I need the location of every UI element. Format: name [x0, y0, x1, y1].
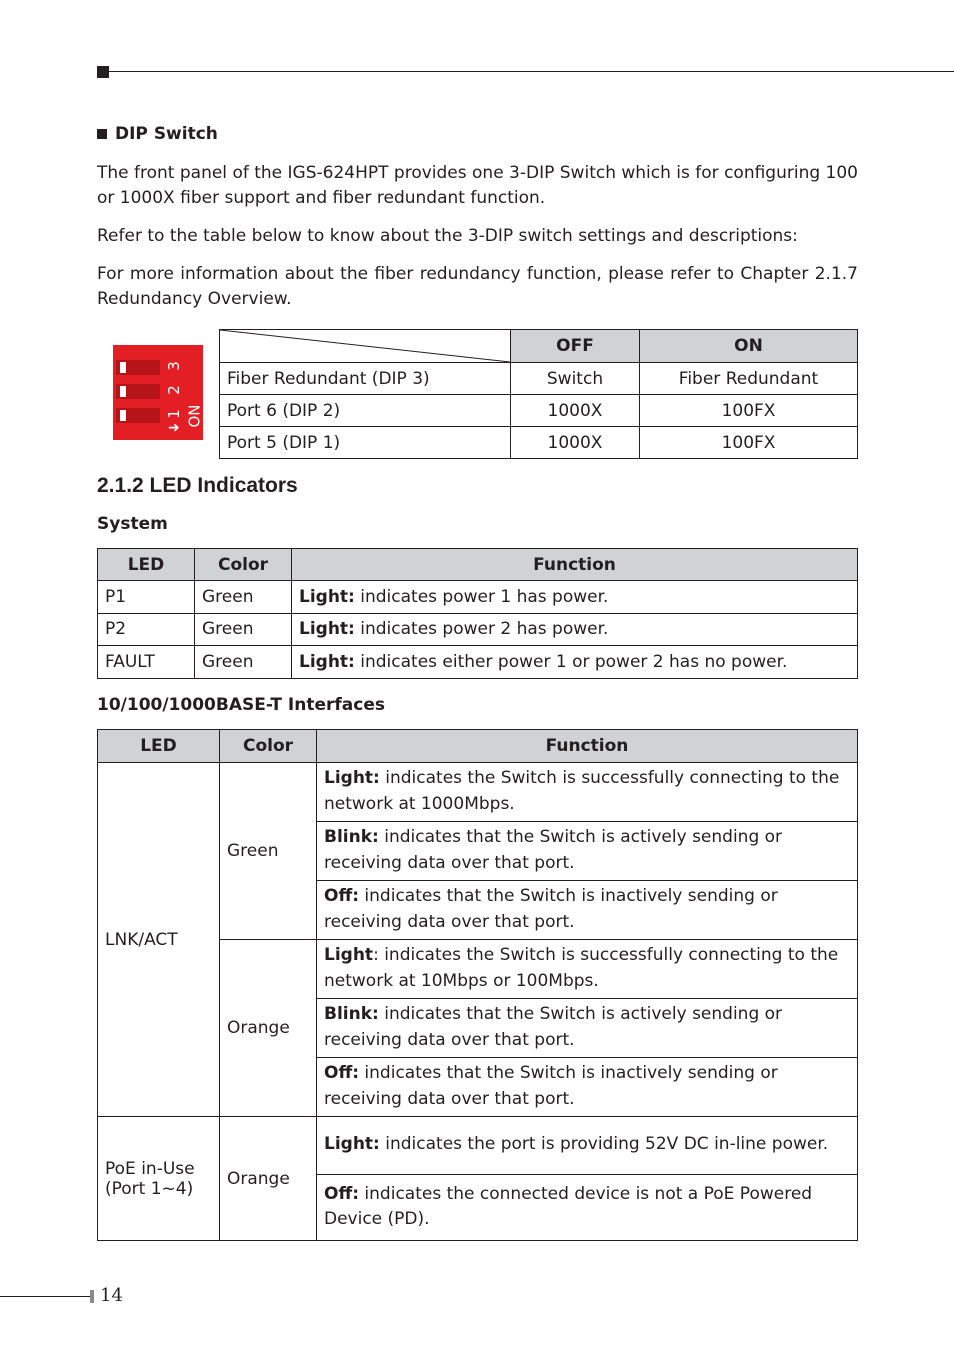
- function-cell: [317, 822, 858, 881]
- interfaces-led-table: [97, 729, 858, 1241]
- function-keyword: Off:: [324, 1183, 360, 1204]
- function-cell: [317, 940, 858, 999]
- column-header: Color: [220, 730, 317, 763]
- dip-paragraph-3: For more information about the fiber redundancy function, please refer to Chapter 2.1.7 Redundancy Overview.: [97, 264, 858, 309]
- table-cell: [292, 646, 858, 678]
- table-corner-cell: [220, 330, 511, 363]
- dip-paragraph-1: The front panel of the IGS-624HPT provides one 3-DIP Switch which is for configuring 100 or 1000X fiber support and fiber redundant function.: [97, 163, 858, 208]
- system-led-table: [97, 548, 858, 679]
- dip-numbers: [165, 353, 185, 427]
- column-header: Function: [317, 730, 858, 763]
- poe-led-line-1: PoE in-Use: [105, 1158, 195, 1179]
- table-cell: Port 5 (DIP 1): [220, 427, 511, 459]
- system-subtitle: System: [97, 514, 168, 534]
- function-text: : indicates the Switch is successfully connecting to the network at 10Mbps or 100Mbps.: [324, 945, 839, 991]
- footer-rule: [0, 1296, 90, 1297]
- dip-number-2: 2: [165, 385, 183, 395]
- function-cell: [317, 881, 858, 940]
- dip-switch-table: [219, 329, 858, 459]
- function-cell: [317, 1117, 858, 1175]
- function-text: indicates the connected device is not a PoE Powered Device (PD).: [324, 1183, 813, 1229]
- function-cell: [317, 763, 858, 822]
- dip-knob: [120, 410, 126, 421]
- table-cell: Fiber Redundant (DIP 3): [220, 363, 511, 395]
- dip-switch-heading: [97, 124, 218, 144]
- column-header: OFF: [511, 330, 640, 363]
- footer-marker: [90, 1290, 94, 1303]
- color-cell: Orange: [220, 1117, 317, 1241]
- function-keyword: Off:: [324, 1063, 360, 1083]
- table-row: [220, 427, 858, 459]
- function-text: indicates that the Switch is actively sending or receiving data over that port.: [324, 1004, 783, 1050]
- function-text: indicates either power 1 or power 2 has no power.: [354, 651, 788, 672]
- dip-paragraph-2: Refer to the table below to know about the 3-DIP switch settings and descriptions:: [97, 226, 798, 246]
- table-row: [98, 581, 858, 613]
- table-cell: Green: [195, 613, 292, 645]
- column-header: Color: [195, 549, 292, 581]
- table-cell: 1000X: [511, 395, 640, 427]
- function-text: indicates the port is providing 52V DC in-line power.: [379, 1134, 829, 1155]
- function-keyword: Light:: [324, 1134, 380, 1155]
- arrow-right-icon: ➜: [168, 420, 180, 436]
- table-row: [98, 763, 858, 822]
- interfaces-subtitle: 10/100/1000BASE-T Interfaces: [97, 695, 385, 715]
- function-text: indicates that the Switch is inactively sending or receiving data over that port.: [324, 886, 778, 932]
- function-text: indicates power 2 has power.: [354, 619, 609, 640]
- table-row: [98, 646, 858, 678]
- table-cell: Green: [195, 581, 292, 613]
- table-cell: P1: [98, 581, 195, 613]
- color-cell: Orange: [220, 940, 317, 1117]
- table-cell: 100FX: [640, 427, 858, 459]
- table-cell: [292, 613, 858, 645]
- diagonal-line: [220, 330, 510, 362]
- dip-slot-1: [116, 408, 160, 423]
- table-row: [220, 363, 858, 395]
- table-cell: Fiber Redundant: [640, 363, 858, 395]
- header-rule: [109, 71, 954, 72]
- dip-slot-3: [116, 360, 160, 375]
- function-keyword: Light:: [299, 587, 355, 608]
- table-row: [98, 1117, 858, 1175]
- function-keyword: Light:: [324, 768, 380, 788]
- column-header: ON: [640, 330, 858, 363]
- dip-knob: [120, 386, 126, 397]
- dip-number-1: 1: [165, 409, 183, 419]
- led-indicators-title: 2.1.2 LED Indicators: [97, 474, 298, 497]
- table-row: [98, 613, 858, 645]
- table-cell: [292, 581, 858, 613]
- dip-on-label: ON: [185, 404, 204, 428]
- column-header: LED: [98, 549, 195, 581]
- function-text: indicates that the Switch is actively sending or receiving data over that port.: [324, 827, 783, 873]
- dip-number-3: 3: [165, 361, 183, 371]
- function-keyword: Off:: [324, 886, 360, 906]
- table-cell: FAULT: [98, 646, 195, 678]
- function-keyword: Light: [324, 945, 374, 965]
- poe-led-line-2: (Port 1~4): [105, 1178, 194, 1199]
- function-text: indicates the Switch is successfully connecting to the network at 1000Mbps.: [324, 768, 840, 814]
- square-bullet-icon: [97, 129, 107, 139]
- table-cell: 1000X: [511, 427, 640, 459]
- dip-switch-title: DIP Switch: [115, 124, 218, 144]
- table-cell: Port 6 (DIP 2): [220, 395, 511, 427]
- column-header: LED: [98, 730, 220, 763]
- color-cell: Green: [220, 763, 317, 940]
- function-keyword: Blink:: [324, 1004, 379, 1024]
- header-marker: [97, 66, 109, 78]
- function-cell: [317, 1175, 858, 1241]
- function-keyword: Light:: [299, 651, 355, 672]
- function-cell: [317, 1058, 858, 1117]
- function-keyword: Blink:: [324, 827, 379, 847]
- function-cell: [317, 999, 858, 1058]
- dip-switch-image: [113, 345, 203, 440]
- function-text: indicates that the Switch is inactively sending or receiving data over that port.: [324, 1063, 778, 1109]
- table-cell: Green: [195, 646, 292, 678]
- table-cell: Switch: [511, 363, 640, 395]
- table-row: [220, 395, 858, 427]
- page-number: 14: [100, 1285, 123, 1306]
- led-cell: LNK/ACT: [98, 763, 220, 1117]
- column-header: Function: [292, 549, 858, 581]
- table-cell: P2: [98, 613, 195, 645]
- table-cell: 100FX: [640, 395, 858, 427]
- function-text: indicates power 1 has power.: [354, 587, 609, 608]
- dip-slot-2: [116, 384, 160, 399]
- dip-knob: [120, 362, 126, 373]
- function-keyword: Light:: [299, 619, 355, 640]
- led-cell: [98, 1117, 220, 1241]
